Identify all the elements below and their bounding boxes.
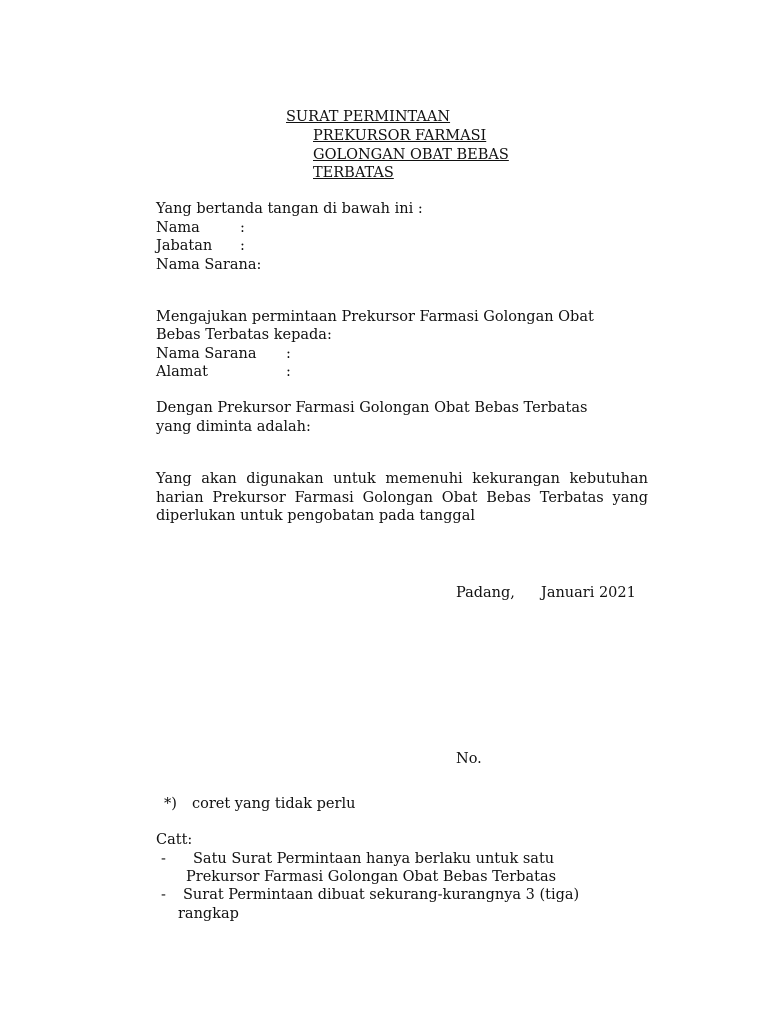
colon-nama: :	[240, 220, 245, 236]
note-2-line-1: Surat Permintaan dibuat sekurang-kurangnya 3 (tiga)	[183, 887, 580, 903]
label-jabatan: Jabatan	[156, 238, 213, 254]
note-2-line-2: rangkap	[178, 906, 239, 922]
place-city: Padang,	[456, 585, 515, 601]
items-line-1: Dengan Prekursor Farmasi Golongan Obat Bebas Terbatas	[156, 400, 588, 416]
notes-heading: Catt:	[156, 832, 193, 848]
label-nama: Nama	[156, 220, 200, 236]
purpose-line-1: Yang akan digunakan untuk memenuhi kekurangan kebutuhan	[156, 471, 648, 487]
label-alamat: Alamat	[156, 364, 208, 380]
note-1-dash: -	[161, 851, 166, 867]
title-line-4: TERBATAS	[313, 165, 394, 181]
colon-alamat: :	[286, 364, 291, 380]
note-2-dash: -	[161, 887, 166, 903]
items-line-2: yang diminta adalah:	[156, 419, 311, 435]
purpose-line-3: diperlukan untuk pengobatan pada tanggal	[156, 508, 475, 524]
title-line-1: SURAT PERMINTAAN	[286, 109, 451, 125]
footnote-text: coret yang tidak perlu	[192, 796, 356, 812]
label-nama-sarana: Nama Sarana:	[156, 257, 262, 273]
purpose-paragraph	[156, 470, 648, 526]
signature-number: No.	[456, 751, 482, 767]
footnote-mark: *)	[164, 796, 177, 812]
request-line-2: Bebas Terbatas kepada:	[156, 327, 332, 343]
colon-nama-sarana-recipient: :	[286, 346, 291, 362]
signatory-intro: Yang bertanda tangan di bawah ini :	[156, 201, 423, 217]
purpose-line-2: harian Prekursor Farmasi Golongan Obat Bebas Terbatas yang	[156, 489, 648, 506]
label-nama-sarana-recipient: Nama Sarana	[156, 346, 257, 362]
note-1-line-2: Prekursor Farmasi Golongan Obat Bebas Terbatas	[186, 869, 557, 885]
place-date: Januari 2021	[541, 585, 636, 601]
colon-jabatan: :	[240, 238, 245, 254]
note-1-line-1: Satu Surat Permintaan hanya berlaku untuk satu	[193, 851, 555, 867]
title-line-2: PREKURSOR FARMASI	[313, 128, 487, 144]
request-line-1: Mengajukan permintaan Prekursor Farmasi Golongan Obat	[156, 309, 594, 325]
title-line-3: GOLONGAN OBAT BEBAS	[313, 147, 509, 163]
